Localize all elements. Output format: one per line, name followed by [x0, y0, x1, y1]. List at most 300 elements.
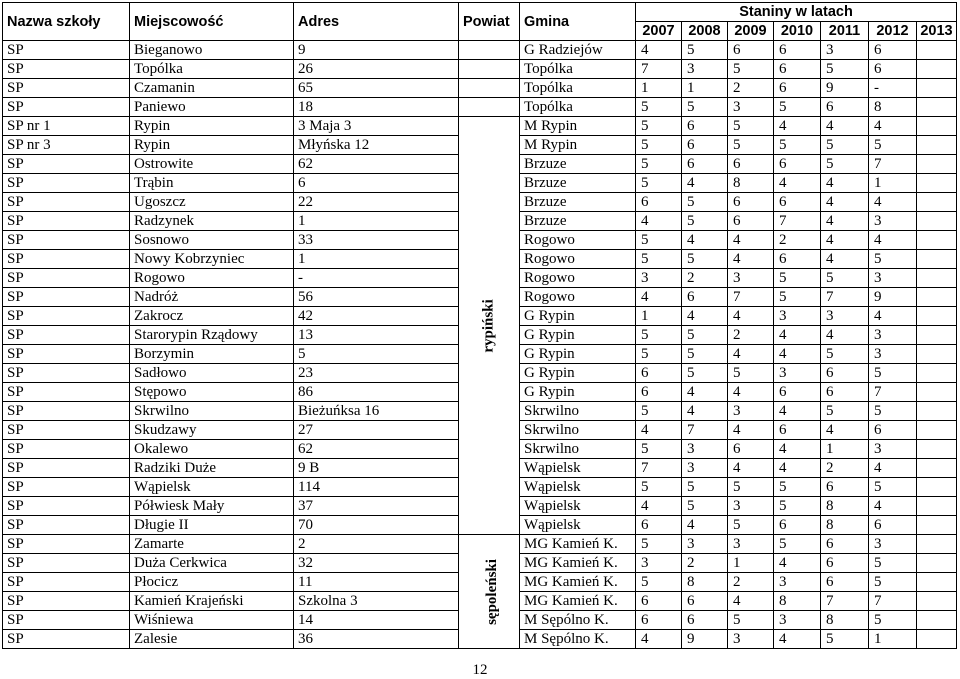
- gmina-cell: Topólka: [520, 60, 636, 79]
- year-value-cell: 1: [636, 79, 682, 98]
- year-value-cell: 5: [682, 345, 728, 364]
- year-value-cell: 6: [774, 383, 821, 402]
- year-value-cell-empty: [917, 364, 957, 383]
- year-value-cell: 4: [869, 307, 917, 326]
- town-cell: Rypin: [130, 117, 294, 136]
- school-cell: SP: [3, 193, 130, 212]
- year-value-cell: 4: [774, 440, 821, 459]
- year-value-cell: 5: [682, 98, 728, 117]
- year-value-cell-empty: [917, 79, 957, 98]
- table-body: [3, 41, 957, 649]
- school-cell: SP: [3, 478, 130, 497]
- year-value-cell-empty: [917, 516, 957, 535]
- address-cell: 62: [294, 155, 459, 174]
- year-value-cell: 3: [682, 535, 728, 554]
- year-value-cell: 5: [869, 136, 917, 155]
- powiat-cell: [459, 79, 520, 98]
- address-cell: 14: [294, 611, 459, 630]
- address-cell: 32: [294, 554, 459, 573]
- year-value-cell: 8: [728, 174, 774, 193]
- year-value-cell: 4: [774, 326, 821, 345]
- table-row: [3, 41, 957, 60]
- year-value-cell: 4: [821, 250, 869, 269]
- school-cell: SP: [3, 60, 130, 79]
- year-value-cell-empty: [917, 459, 957, 478]
- town-cell: Długie II: [130, 516, 294, 535]
- year-value-cell: 5: [728, 611, 774, 630]
- town-cell: Półwiesk Mały: [130, 497, 294, 516]
- year-value-cell: 1: [728, 554, 774, 573]
- school-cell: SP: [3, 212, 130, 231]
- address-cell: 42: [294, 307, 459, 326]
- school-cell: SP: [3, 79, 130, 98]
- year-value-cell: 5: [869, 250, 917, 269]
- year-value-cell: 5: [869, 364, 917, 383]
- year-value-cell: 4: [869, 193, 917, 212]
- year-value-cell: 4: [728, 421, 774, 440]
- address-cell: Szkolna 3: [294, 592, 459, 611]
- year-value-cell: 4: [869, 231, 917, 250]
- school-cell: SP: [3, 250, 130, 269]
- year-value-cell: 7: [728, 288, 774, 307]
- year-value-cell: 4: [869, 459, 917, 478]
- school-cell: SP: [3, 440, 130, 459]
- town-cell: Nadróż: [130, 288, 294, 307]
- year-value-cell: 6: [774, 41, 821, 60]
- year-header: 2011: [821, 22, 869, 41]
- town-cell: Rypin: [130, 136, 294, 155]
- address-cell: 5: [294, 345, 459, 364]
- year-value-cell: 4: [728, 383, 774, 402]
- year-value-cell: 4: [728, 592, 774, 611]
- gmina-cell: Skrwilno: [520, 440, 636, 459]
- address-cell: 3 Maja 3: [294, 117, 459, 136]
- gmina-cell: Wąpielsk: [520, 516, 636, 535]
- year-value-cell: 3: [821, 41, 869, 60]
- year-value-cell-empty: [917, 383, 957, 402]
- year-value-cell-empty: [917, 212, 957, 231]
- gmina-cell: Topólka: [520, 98, 636, 117]
- year-value-cell: 2: [774, 231, 821, 250]
- year-value-cell: 8: [682, 573, 728, 592]
- year-value-cell: 2: [682, 554, 728, 573]
- year-value-cell: 5: [728, 136, 774, 155]
- school-cell: SP: [3, 345, 130, 364]
- year-value-cell: 4: [682, 383, 728, 402]
- gmina-cell: Topólka: [520, 79, 636, 98]
- year-value-cell: 4: [636, 41, 682, 60]
- year-value-cell: 2: [728, 573, 774, 592]
- address-cell: 37: [294, 497, 459, 516]
- header-school: Nazwa szkoły: [3, 3, 130, 41]
- school-cell: SP: [3, 231, 130, 250]
- year-value-cell: 5: [636, 174, 682, 193]
- town-cell: Zakrocz: [130, 307, 294, 326]
- gmina-cell: Wąpielsk: [520, 497, 636, 516]
- year-value-cell: 4: [774, 402, 821, 421]
- address-cell: 33: [294, 231, 459, 250]
- year-value-cell: 7: [869, 383, 917, 402]
- year-value-cell: 5: [682, 497, 728, 516]
- year-value-cell: 5: [869, 402, 917, 421]
- header-staniny: Staniny w latach: [636, 3, 957, 22]
- year-value-cell: 5: [774, 478, 821, 497]
- table-row: [3, 117, 957, 136]
- year-value-cell: 5: [636, 231, 682, 250]
- year-value-cell: 4: [821, 212, 869, 231]
- year-value-cell: 5: [728, 117, 774, 136]
- year-value-cell-empty: [917, 421, 957, 440]
- year-value-cell-empty: [917, 573, 957, 592]
- year-value-cell: 4: [728, 231, 774, 250]
- gmina-cell: Wąpielsk: [520, 459, 636, 478]
- gmina-cell: Brzuze: [520, 174, 636, 193]
- table-row: [3, 60, 957, 79]
- year-value-cell: 4: [821, 326, 869, 345]
- year-value-cell: 2: [821, 459, 869, 478]
- address-cell: 22: [294, 193, 459, 212]
- year-value-cell: 5: [869, 611, 917, 630]
- year-value-cell-empty: [917, 231, 957, 250]
- town-cell: Wąpielsk: [130, 478, 294, 497]
- year-value-cell: 5: [774, 288, 821, 307]
- school-cell: SP: [3, 535, 130, 554]
- town-cell: Bieganowo: [130, 41, 294, 60]
- year-value-cell-empty: [917, 98, 957, 117]
- year-value-cell: 5: [869, 478, 917, 497]
- year-value-cell: 5: [636, 117, 682, 136]
- year-value-cell-empty: [917, 611, 957, 630]
- year-value-cell: 4: [636, 497, 682, 516]
- year-value-cell: 4: [821, 117, 869, 136]
- town-cell: Borzymin: [130, 345, 294, 364]
- year-value-cell: 8: [821, 497, 869, 516]
- school-cell: SP nr 1: [3, 117, 130, 136]
- year-value-cell: 2: [682, 269, 728, 288]
- year-value-cell: 5: [821, 136, 869, 155]
- town-cell: Rogowo: [130, 269, 294, 288]
- header-address: Adres: [294, 3, 459, 41]
- year-value-cell: 6: [636, 383, 682, 402]
- year-value-cell: 6: [821, 573, 869, 592]
- year-value-cell: 4: [774, 459, 821, 478]
- year-value-cell-empty: [917, 554, 957, 573]
- school-cell: SP: [3, 592, 130, 611]
- year-value-cell: 6: [682, 117, 728, 136]
- year-value-cell: 3: [728, 497, 774, 516]
- year-value-cell: 3: [728, 535, 774, 554]
- schools-table: [2, 2, 957, 649]
- year-value-cell: 8: [869, 98, 917, 117]
- address-cell: 62: [294, 440, 459, 459]
- year-value-cell: 5: [636, 136, 682, 155]
- year-value-cell: 1: [869, 630, 917, 649]
- year-value-cell: 6: [821, 478, 869, 497]
- year-value-cell: 3: [774, 611, 821, 630]
- year-value-cell: 6: [682, 611, 728, 630]
- gmina-cell: Rogowo: [520, 250, 636, 269]
- gmina-cell: G Rypin: [520, 383, 636, 402]
- year-value-cell: 5: [636, 250, 682, 269]
- year-value-cell: 6: [869, 516, 917, 535]
- year-value-cell: 5: [774, 136, 821, 155]
- address-cell: Bieżuńksa 16: [294, 402, 459, 421]
- year-value-cell: 6: [869, 41, 917, 60]
- school-cell: SP: [3, 326, 130, 345]
- address-cell: -: [294, 269, 459, 288]
- year-value-cell: -: [869, 79, 917, 98]
- header-town: Miejscowość: [130, 3, 294, 41]
- town-cell: Ugoszcz: [130, 193, 294, 212]
- town-cell: Stępowo: [130, 383, 294, 402]
- year-value-cell: 4: [774, 345, 821, 364]
- year-value-cell: 5: [636, 535, 682, 554]
- year-value-cell: 4: [636, 630, 682, 649]
- year-value-cell: 4: [682, 402, 728, 421]
- year-value-cell: 7: [682, 421, 728, 440]
- year-value-cell-empty: [917, 402, 957, 421]
- address-cell: Młyńska 12: [294, 136, 459, 155]
- year-value-cell: 6: [682, 592, 728, 611]
- gmina-cell: M Sępólno K.: [520, 630, 636, 649]
- year-value-cell: 3: [774, 573, 821, 592]
- address-cell: 27: [294, 421, 459, 440]
- year-value-cell: 3: [774, 307, 821, 326]
- year-value-cell-empty: [917, 136, 957, 155]
- year-value-cell: 5: [682, 326, 728, 345]
- school-cell: SP: [3, 269, 130, 288]
- year-value-cell-empty: [917, 269, 957, 288]
- year-value-cell: 7: [869, 155, 917, 174]
- address-cell: 1: [294, 212, 459, 231]
- gmina-cell: G Radziejów: [520, 41, 636, 60]
- year-value-cell: 3: [728, 630, 774, 649]
- year-value-cell: 4: [728, 250, 774, 269]
- powiat-cell: [459, 98, 520, 117]
- address-cell: 1: [294, 250, 459, 269]
- year-value-cell: 6: [774, 155, 821, 174]
- header-row: [3, 3, 957, 22]
- town-cell: Radziki Duże: [130, 459, 294, 478]
- powiat-cell: [459, 117, 520, 535]
- gmina-cell: M Rypin: [520, 117, 636, 136]
- year-value-cell: 4: [682, 174, 728, 193]
- address-cell: 65: [294, 79, 459, 98]
- gmina-cell: M Rypin: [520, 136, 636, 155]
- year-value-cell: 6: [774, 421, 821, 440]
- year-value-cell-empty: [917, 497, 957, 516]
- year-value-cell: 5: [682, 364, 728, 383]
- year-value-cell: 5: [728, 60, 774, 79]
- town-cell: Starorypin Rządowy: [130, 326, 294, 345]
- year-value-cell: 4: [636, 288, 682, 307]
- year-value-cell: 5: [636, 345, 682, 364]
- year-value-cell: 4: [774, 630, 821, 649]
- gmina-cell: M Sępólno K.: [520, 611, 636, 630]
- year-value-cell: 5: [636, 440, 682, 459]
- year-value-cell-empty: [917, 250, 957, 269]
- school-cell: SP: [3, 516, 130, 535]
- header-powiat: Powiat: [459, 3, 520, 41]
- year-value-cell: 6: [821, 98, 869, 117]
- town-cell: Zamarte: [130, 535, 294, 554]
- year-value-cell: 6: [636, 516, 682, 535]
- town-cell: Czamanin: [130, 79, 294, 98]
- gmina-cell: Skrwilno: [520, 421, 636, 440]
- year-value-cell: 8: [821, 516, 869, 535]
- year-value-cell: 3: [869, 212, 917, 231]
- year-value-cell: 4: [821, 174, 869, 193]
- year-value-cell: 5: [774, 98, 821, 117]
- address-cell: 6: [294, 174, 459, 193]
- gmina-cell: G Rypin: [520, 307, 636, 326]
- year-value-cell-empty: [917, 326, 957, 345]
- year-value-cell: 6: [728, 212, 774, 231]
- address-cell: 114: [294, 478, 459, 497]
- year-value-cell-empty: [917, 41, 957, 60]
- year-value-cell: 7: [821, 288, 869, 307]
- year-value-cell: 8: [821, 611, 869, 630]
- year-value-cell: 3: [728, 269, 774, 288]
- header-gmina: Gmina: [520, 3, 636, 41]
- year-value-cell: 7: [821, 592, 869, 611]
- year-header: 2009: [728, 22, 774, 41]
- powiat-cell: [459, 535, 520, 649]
- year-value-cell: 5: [774, 497, 821, 516]
- year-value-cell: 4: [728, 459, 774, 478]
- year-value-cell: 5: [728, 364, 774, 383]
- year-value-cell: 4: [774, 117, 821, 136]
- year-value-cell: 3: [869, 345, 917, 364]
- gmina-cell: G Rypin: [520, 326, 636, 345]
- school-cell: SP: [3, 364, 130, 383]
- year-value-cell: 3: [682, 60, 728, 79]
- year-value-cell: 6: [821, 383, 869, 402]
- year-value-cell: 9: [821, 79, 869, 98]
- year-value-cell: 4: [869, 117, 917, 136]
- gmina-cell: Skrwilno: [520, 402, 636, 421]
- gmina-cell: MG Kamień K.: [520, 573, 636, 592]
- school-cell: SP: [3, 383, 130, 402]
- year-value-cell: 5: [636, 478, 682, 497]
- year-value-cell: 4: [636, 212, 682, 231]
- address-cell: 70: [294, 516, 459, 535]
- table-row: [3, 79, 957, 98]
- year-value-cell: 6: [728, 41, 774, 60]
- table-row: [3, 98, 957, 117]
- year-value-cell: 2: [728, 326, 774, 345]
- school-cell: SP: [3, 630, 130, 649]
- year-value-cell: 3: [869, 326, 917, 345]
- address-cell: 9: [294, 41, 459, 60]
- year-value-cell: 6: [774, 60, 821, 79]
- year-value-cell: 5: [821, 60, 869, 79]
- year-value-cell: 4: [682, 307, 728, 326]
- year-value-cell-empty: [917, 478, 957, 497]
- school-cell: SP: [3, 611, 130, 630]
- school-cell: SP: [3, 98, 130, 117]
- powiat-cell: [459, 41, 520, 60]
- year-value-cell: 4: [636, 421, 682, 440]
- year-value-cell: 4: [682, 516, 728, 535]
- year-value-cell-empty: [917, 307, 957, 326]
- year-value-cell: 6: [821, 535, 869, 554]
- school-cell: SP: [3, 155, 130, 174]
- address-cell: 2: [294, 535, 459, 554]
- year-value-cell: 9: [682, 630, 728, 649]
- gmina-cell: Rogowo: [520, 288, 636, 307]
- year-value-cell: 4: [821, 193, 869, 212]
- year-value-cell-empty: [917, 117, 957, 136]
- year-value-cell: 6: [682, 155, 728, 174]
- year-value-cell: 3: [774, 364, 821, 383]
- year-value-cell: 6: [636, 364, 682, 383]
- year-value-cell-empty: [917, 592, 957, 611]
- year-value-cell: 1: [869, 174, 917, 193]
- school-cell: SP: [3, 307, 130, 326]
- year-value-cell: 6: [821, 364, 869, 383]
- year-value-cell: 5: [682, 478, 728, 497]
- year-value-cell: 5: [821, 269, 869, 288]
- year-value-cell: 7: [774, 212, 821, 231]
- year-value-cell: 5: [728, 478, 774, 497]
- year-header: 2012: [869, 22, 917, 41]
- town-cell: Radzynek: [130, 212, 294, 231]
- address-cell: 56: [294, 288, 459, 307]
- gmina-cell: Rogowo: [520, 231, 636, 250]
- year-value-cell-empty: [917, 440, 957, 459]
- gmina-cell: Brzuze: [520, 212, 636, 231]
- year-value-cell: 6: [636, 611, 682, 630]
- address-cell: 36: [294, 630, 459, 649]
- year-value-cell: 5: [869, 554, 917, 573]
- year-value-cell: 5: [821, 402, 869, 421]
- town-cell: Płocicz: [130, 573, 294, 592]
- year-value-cell: 6: [682, 136, 728, 155]
- year-value-cell: 5: [728, 516, 774, 535]
- year-value-cell-empty: [917, 630, 957, 649]
- year-value-cell: 5: [821, 155, 869, 174]
- town-cell: Sosnowo: [130, 231, 294, 250]
- address-cell: 11: [294, 573, 459, 592]
- powiat-label: rypiński: [480, 298, 497, 353]
- year-value-cell: 3: [636, 554, 682, 573]
- year-value-cell: 6: [682, 288, 728, 307]
- address-cell: 26: [294, 60, 459, 79]
- year-value-cell: 3: [682, 440, 728, 459]
- address-cell: 86: [294, 383, 459, 402]
- year-value-cell: 5: [774, 535, 821, 554]
- table-row: [3, 535, 957, 554]
- year-value-cell-empty: [917, 174, 957, 193]
- year-value-cell: 6: [821, 554, 869, 573]
- school-cell: SP: [3, 459, 130, 478]
- address-cell: 23: [294, 364, 459, 383]
- school-cell: SP: [3, 402, 130, 421]
- year-value-cell: 3: [728, 402, 774, 421]
- year-value-cell: 1: [682, 79, 728, 98]
- year-value-cell: 1: [821, 440, 869, 459]
- year-value-cell: 7: [636, 60, 682, 79]
- year-value-cell-empty: [917, 288, 957, 307]
- gmina-cell: MG Kamień K.: [520, 535, 636, 554]
- year-value-cell: 5: [821, 630, 869, 649]
- year-value-cell: 3: [869, 440, 917, 459]
- page-number: 12: [472, 662, 488, 678]
- year-header: 2013: [917, 22, 957, 41]
- year-value-cell: 5: [636, 573, 682, 592]
- year-value-cell: 4: [821, 421, 869, 440]
